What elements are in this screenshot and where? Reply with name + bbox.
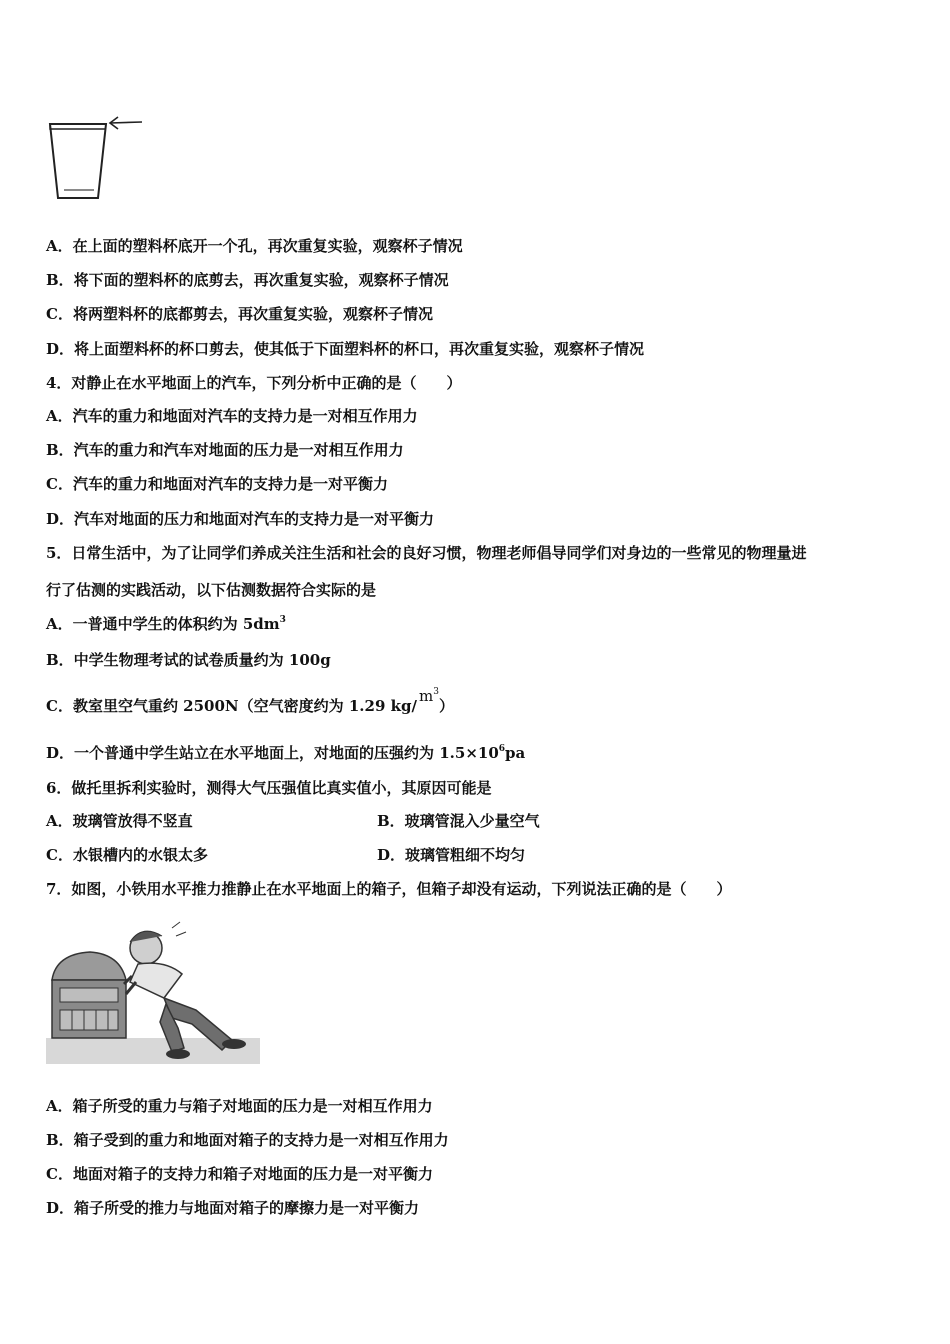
pushing-box-figure [46,918,260,1068]
q6-option-c: C．水银槽内的水银太多 [46,846,208,864]
q3-option-a: A．在上面的塑料杯底开一个孔，再次重复实验，观察杯子情况 [46,237,463,255]
q5-option-b: B．中学生物理考试的试卷质量约为 100g [46,651,331,669]
cup-figure [44,112,154,204]
q3-option-d: D．将上面塑料杯的杯口剪去，使其低于下面塑料杯的杯口，再次重复实验，观察杯子情况 [46,340,645,358]
q6-option-b: B．玻璃管混入少量空气 [377,812,540,830]
q5-option-d [46,743,525,763]
q5-option-a [46,614,286,634]
q6-option-a: A．玻璃管放得不竖直 [46,812,193,830]
q7-option-d: D．箱子所受的推力与地面对箱子的摩擦力是一对平衡力 [46,1199,420,1217]
q3-option-c: C．将两塑料杯的底都剪去，再次重复实验，观察杯子情况 [46,305,433,323]
q5-option-d-text: D．一个普通中学生站立在水平地面上，对地面的压强约为 1.5×10 [46,744,499,762]
q6-stem: 6．做托里拆利实验时，测得大气压强值比真实值小，其原因可能是 [46,779,492,797]
q5-option-c-close: ） [438,697,454,715]
q5-option-c-unit-m: m [418,687,434,705]
q5-option-a-sup: 3 [279,615,286,625]
q4-option-a: A．汽车的重力和地面对汽车的支持力是一对相互作用力 [46,407,418,425]
q5-option-c-text: C．教室里空气重约 2500N（空气密度约为 1.29 kg/ [46,697,417,715]
q5-option-d-unit: pa [505,744,526,762]
q4-option-b: B．汽车的重力和汽车对地面的压力是一对相互作用力 [46,441,404,459]
q4-option-d: D．汽车对地面的压力和地面对汽车的支持力是一对平衡力 [46,510,435,528]
q5-option-c-unit-sup: 3 [433,687,439,697]
q5-option-d-sup: 6 [498,744,506,754]
q4-stem: 4．对静止在水平地面上的汽车，下列分析中正确的是（ ） [46,374,462,392]
q5-stem-line2: 行了估测的实践活动，以下估测数据符合实际的是 [46,581,377,599]
q6-option-d: D．玻璃管粗细不均匀 [377,846,526,864]
q7-option-a: A．箱子所受的重力与箱子对地面的压力是一对相互作用力 [46,1097,433,1115]
q5-option-c [46,687,454,716]
q7-option-b: B．箱子受到的重力和地面对箱子的支持力是一对相互作用力 [46,1131,449,1149]
q4-option-c: C．汽车的重力和地面对汽车的支持力是一对平衡力 [46,475,388,493]
q7-option-c: C．地面对箱子的支持力和箱子对地面的压力是一对平衡力 [46,1165,433,1183]
q5-option-c-unit [419,686,439,706]
q3-option-b: B．将下面的塑料杯的底剪去，再次重复实验，观察杯子情况 [46,271,449,289]
q7-stem: 7．如图，小铁用水平推力推静止在水平地面上的箱子，但箱子却没有运动，下列说法正确的是（ ） [46,880,732,898]
q5-option-a-text: A．一普通中学生的体积约为 5dm [46,615,280,633]
q5-stem-line1: 5．日常生活中，为了让同学们养成关注生活和社会的良好习惯，物理老师倡导同学们对身边的一些常见的物理量进 [46,544,807,562]
